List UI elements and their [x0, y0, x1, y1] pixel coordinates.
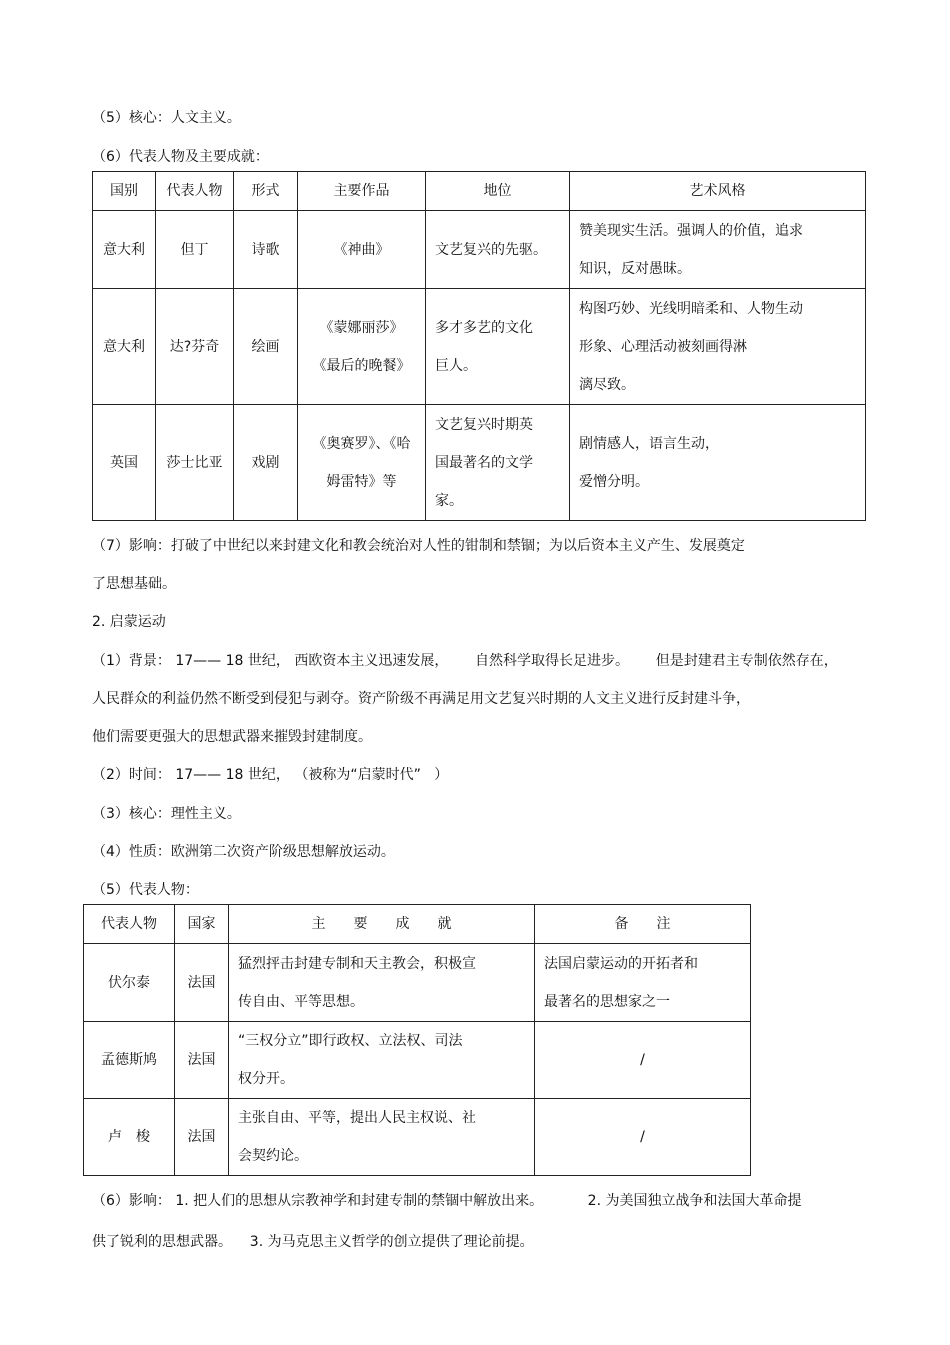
table-row: [93, 405, 866, 521]
table-header-cell: 地位: [426, 172, 570, 211]
table-cell: 意大利: [93, 211, 156, 289]
table-header-row: [84, 905, 751, 944]
paragraph-impact: （7）影响：打破了中世纪以来封建文化和教会统治对人性的钳制和禁锢；为以后资本主义产生、发展奠定: [92, 538, 745, 554]
paragraph-figures-heading: （5）代表人物：: [92, 882, 199, 898]
paragraph-background-cont: 他们需要更强大的思想武器来摧毁封建制度。: [92, 729, 372, 745]
table-cell: 《蒙娜丽莎》 《最后的晚餐》: [298, 289, 426, 405]
table-cell: 英国: [93, 405, 156, 521]
table-cell: 法国: [175, 944, 229, 1022]
table-cell: 伏尔泰: [84, 944, 175, 1022]
table-cell: 文艺复兴的先驱。: [426, 211, 570, 289]
table-cell: 猛烈抨击封建专制和天主教会，积极宣 传自由、平等思想。: [229, 944, 535, 1022]
table-header-cell: 国家: [175, 905, 229, 944]
paragraph-core: （5）核心：人文主义。: [92, 110, 241, 126]
table-cell: 莎士比亚: [156, 405, 234, 521]
table-header-cell: 备 注: [535, 905, 751, 944]
table-cell: /: [535, 1022, 751, 1099]
paragraph-impact-cont: 供了锐利的思想武器。 3. 为马克思主义哲学的创立提供了理论前提。: [92, 1234, 534, 1250]
table-header-cell: 形式: [234, 172, 298, 211]
table-cell: 法国: [175, 1099, 229, 1176]
table-row: [93, 289, 866, 405]
table-row: [84, 1099, 751, 1176]
table-header-cell: 国别: [93, 172, 156, 211]
paragraph-figures-heading: （6）代表人物及主要成就：: [92, 149, 269, 165]
table-header-row: [93, 172, 866, 211]
paragraph-core: （3）核心：理性主义。: [92, 806, 241, 822]
table-row: [84, 1022, 751, 1099]
table-cell: 赞美现实生活。强调人的价值，追求 知识，反对愚昧。: [570, 211, 866, 289]
table-cell: 诗歌: [234, 211, 298, 289]
table-cell: 《神曲》: [298, 211, 426, 289]
table-header-cell: 主要作品: [298, 172, 426, 211]
paragraph-background-cont: 人民群众的利益仍然不断受到侵犯与剥夺。资产阶级不再满足用文艺复兴时期的人文主义进行反封建斗争，: [92, 691, 750, 707]
table-cell: 剧情感人，语言生动， 爱憎分明。: [570, 405, 866, 521]
table-row: [84, 944, 751, 1022]
table-row: [93, 211, 866, 289]
table-header-cell: 代表人物: [84, 905, 175, 944]
table-cell: 绘画: [234, 289, 298, 405]
table-cell: 孟德斯鸠: [84, 1022, 175, 1099]
paragraph-nature: （4）性质：欧洲第二次资产阶级思想解放运动。: [92, 844, 395, 860]
table-header-cell: 艺术风格: [570, 172, 866, 211]
paragraph-impact-cont: 了思想基础。: [92, 576, 176, 592]
enlightenment-table: [83, 904, 751, 1176]
renaissance-table: [92, 171, 866, 521]
table-cell: 主张自由、平等，提出人民主权说、社 会契约论。: [229, 1099, 535, 1176]
paragraph-time: （2）时间： 17—— 18 世纪， （被称为“启蒙时代” ）: [92, 767, 449, 783]
table-cell: 卢 梭: [84, 1099, 175, 1176]
table-cell: 但丁: [156, 211, 234, 289]
table-cell: 戏剧: [234, 405, 298, 521]
table-cell: 法国: [175, 1022, 229, 1099]
table-header-cell: 主 要 成 就: [229, 905, 535, 944]
table-cell: 构图巧妙、光线明暗柔和、人物生动 形象、心理活动被刻画得淋 漓尽致。: [570, 289, 866, 405]
table-header-cell: 代表人物: [156, 172, 234, 211]
table-cell: 达?芬奇: [156, 289, 234, 405]
paragraph-background: （1）背景： 17—— 18 世纪， 西欧资本主义迅速发展， 自然科学取得长足进步。 但是封建君主专制依然存在，: [92, 653, 838, 669]
table-cell: 文艺复兴时期英 国最著名的文学 家。: [426, 405, 570, 521]
paragraph-impact: （6）影响： 1. 把人们的思想从宗教神学和封建专制的禁锢中解放出来。 2. 为美国独立战争和法国大革命提: [92, 1193, 802, 1209]
section-heading-enlightenment: 2. 启蒙运动: [92, 614, 166, 630]
table-cell: 意大利: [93, 289, 156, 405]
table-cell: 《奥赛罗》、《哈 姆雷特》等: [298, 405, 426, 521]
table-cell: /: [535, 1099, 751, 1176]
table-cell: “三权分立”即行政权、立法权、司法 权分开。: [229, 1022, 535, 1099]
table-cell: 多才多艺的文化 巨人。: [426, 289, 570, 405]
table-cell: 法国启蒙运动的开拓者和 最著名的思想家之一: [535, 944, 751, 1022]
